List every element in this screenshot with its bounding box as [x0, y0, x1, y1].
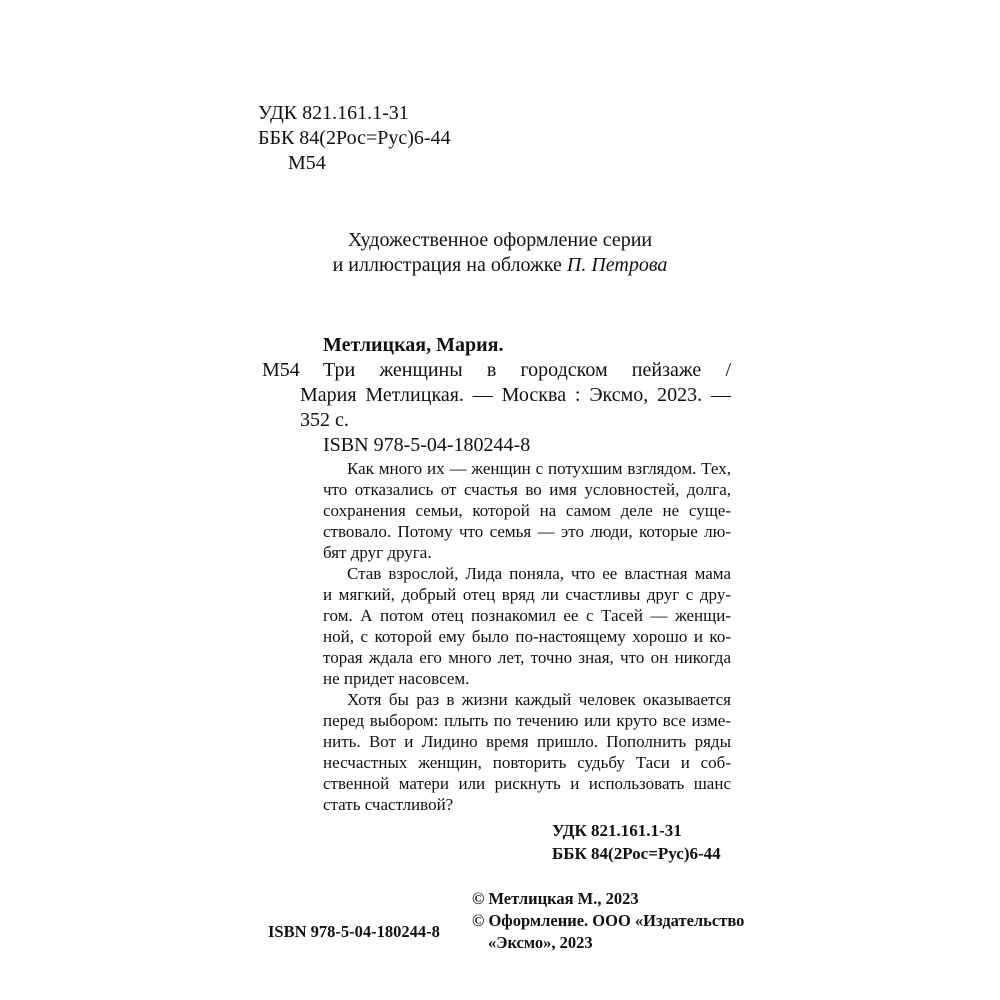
annotation-line-2: что отказались от счастья во имя условностей, долга, [323, 480, 731, 499]
bib-title-line-1: Три женщины в городском пейзаже / [323, 359, 731, 381]
annotation-line-10: торая ждала его много лет, точно зная, что он никогда [323, 648, 731, 667]
annotation-line-4: ствовало. Потому что семья — это люди, которые лю- [323, 522, 731, 541]
credits-line-2 [250, 253, 750, 277]
header-author-mark: М54 [288, 152, 326, 174]
bib-mark: М54 [262, 359, 300, 381]
credits-illustrator: П. Петрова [566, 254, 668, 276]
header-udk: УДК 821.161.1-31 [258, 102, 409, 124]
annotation-line-15: несчастных женщин, повторить судьбу Таси и соб- [323, 753, 731, 772]
annotation-line-11: не придет насовсем. [323, 669, 470, 688]
header-bbk: ББК 84(2Рос=Рус)6-44 [258, 127, 451, 149]
bib-author: Метлицкая, Мария. [323, 334, 504, 356]
copyright-design: © Оформление. ООО «Издательство [472, 911, 745, 930]
classification-bbk: ББК 84(2Рос=Рус)6-44 [552, 844, 721, 863]
annotation-line-3: сохранения семьи, которой на самом деле не суще- [323, 501, 731, 520]
annotation-line-7: и мягкий, добрый отец вряд ли счастливы друг с дру- [323, 585, 731, 604]
footer-isbn: ISBN 978-5-04-180244-8 [268, 922, 440, 941]
annotation-line-13: перед выбором: плыть по течению или круто все изме- [323, 711, 731, 730]
credits-line-2-prefix: и иллюстрация на обложке [332, 254, 567, 276]
annotation-line-6: Став взрослой, Лида поняла, что ее властная мама [347, 564, 731, 583]
bib-title-line-3: 352 с. [300, 409, 349, 431]
annotation-line-14: нить. Вот и Лидино время пришло. Пополнить ряды [323, 732, 731, 751]
bib-isbn: ISBN 978-5-04-180244-8 [323, 434, 531, 456]
annotation-line-16: ственной матери или рискнуть и использовать шанс [323, 774, 731, 793]
credits-line-1: Художественное оформление серии [347, 229, 653, 251]
annotation-line-8: гом. А потом отец познакомил ее с Тасей — женщи- [323, 606, 731, 625]
annotation-line-1: Как много их — женщин с потухшим взглядом. Тех, [347, 459, 731, 478]
annotation-line-12: Хотя бы раз в жизни каждый человек оказывается [347, 690, 731, 709]
annotation-line-9: ной, с которой ему было по-настоящему хорошо и ко- [323, 627, 731, 646]
annotation-line-5: бят друг друга. [323, 543, 432, 562]
copyright-author: © Метлицкая М., 2023 [472, 889, 639, 908]
annotation-line-17: стать счастливой? [323, 795, 454, 814]
bib-title-line-2: Мария Метлицкая. — Москва : Эксмо, 2023. — [300, 384, 731, 406]
copyright-publisher: «Эксмо», 2023 [488, 933, 593, 952]
classification-udk: УДК 821.161.1-31 [552, 821, 682, 840]
